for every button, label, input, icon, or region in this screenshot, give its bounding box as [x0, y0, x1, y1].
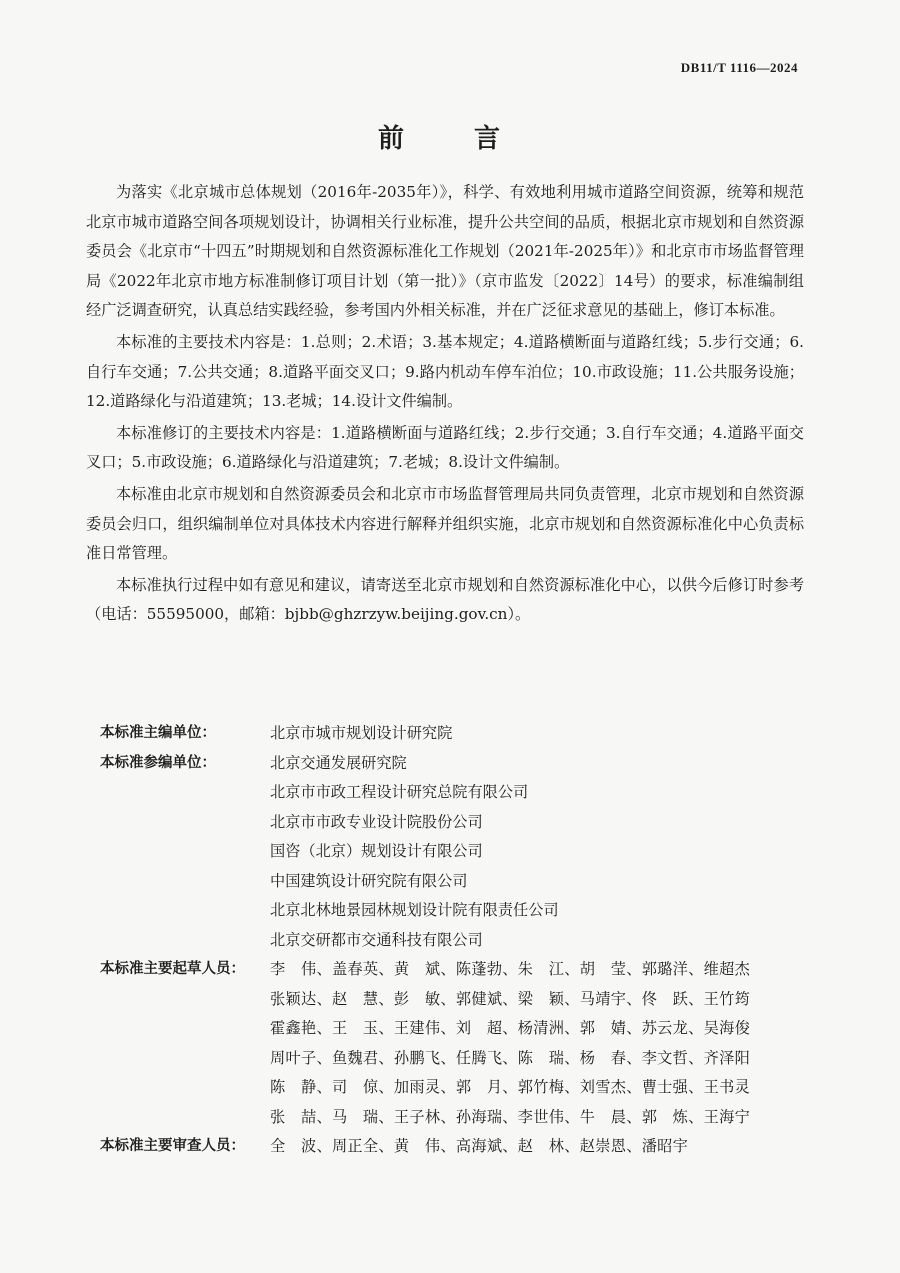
participating-unit: 北京交通发展研究院 — [270, 753, 407, 772]
reviewers-label: 本标准主要审查人员： — [100, 1138, 245, 1154]
paragraph: 本标准由北京市规划和自然资源委员会和北京市市场监督管理局共同负责管理，北京市规划和自然资源委员会归口，组织编制单位对具体技术内容进行解释并组织实施，北京市规划和自然资源标准化中心负责标准日常管理。 — [86, 484, 804, 563]
drafter-line: 周叶子、鱼魏君、孙鹏飞、任腾飞、陈 瑞、杨 春、李文哲、齐泽阳 — [270, 1048, 751, 1067]
drafter-line: 李 伟、盖春英、黄 斌、陈蓬勃、朱 江、胡 莹、郭璐洋、维超杰 — [270, 960, 751, 978]
participating-units-row — [100, 749, 820, 956]
participating-unit: 国咨（北京）规划设计有限公司 — [270, 842, 483, 860]
participating-unit: 北京市市政工程设计研究总院有限公司 — [270, 783, 529, 801]
credits-section — [100, 719, 820, 1162]
page-title: 前 言 — [377, 124, 522, 154]
reviewer-line: 全 波、周正全、黄 伟、高海斌、赵 林、赵崇恩、潘昭宇 — [270, 1137, 689, 1155]
participating-unit: 北京市市政专业设计院股份公司 — [270, 812, 483, 831]
participating-unit: 北京交研都市交通科技有限公司 — [270, 930, 483, 949]
participating-units-label: 本标准参编单位： — [100, 754, 216, 771]
paragraph: 本标准执行过程中如有意见和建议，请寄送至北京市规划和自然资源标准化中心，以供今后修订时参考（电话：55595000，邮箱：bjbb@ghzrzyw.beijing.gov.cn）。 — [86, 575, 804, 624]
paragraph: 本标准的主要技术内容是：1.总则；2.术语；3.基本规定；4.道路横断面与道路红线；5.步行交通；6.自行车交通；7.公共交通；8.道路平面交叉口；9.路内机动车停车泊位；10.市政设施；11.公共服务设施；12.道路绿化与沿道建筑；13.老城；14.设计文件编制。 — [86, 332, 804, 411]
reviewers-row — [100, 1132, 820, 1162]
foreword-body — [86, 178, 804, 632]
drafter-line: 霍鑫艳、王 玉、王建伟、刘 超、杨清洲、郭 婧、苏云龙、吴海俊 — [270, 1019, 751, 1037]
chief-unit-row — [100, 719, 820, 749]
standard-code: DB11/T 1116—2024 — [680, 60, 798, 75]
paragraph: 为落实《北京城市总体规划（2016年-2035年）》，科学、有效地利用城市道路空间资源，统筹和规范北京市城市道路空间各项规划设计，协调相关行业标准，提升公共空间的品质，根据北京市规划和自然资源委员会《北京市“十四五”时期规划和自然资源标准化工作规划（2021年-2025年）》和北京市市场监督管理局《2022年北京市地方标准制修订项目计划（第一批）》（京市监发〔2022〕14号）的要求，标准编制组经广泛调查研究，认真总结实践经验，参考国内外相关标准，并在广泛征求意见的基础上，修订本标准。 — [86, 183, 804, 320]
drafter-line: 陈 静、司 倞、加雨灵、郭 月、郭竹梅、刘雪杰、曹士强、王书灵 — [270, 1078, 751, 1096]
drafter-line: 张 喆、马 瑞、王子林、孙海瑞、李世伟、牛 晨、郭 炼、王海宁 — [270, 1107, 751, 1126]
drafters-label: 本标准主要起草人员： — [100, 961, 245, 977]
drafters-row — [100, 955, 820, 1132]
participating-unit: 北京北林地景园林规划设计院有限责任公司 — [270, 901, 559, 919]
chief-unit: 北京市城市规划设计研究院 — [270, 724, 453, 742]
chief-unit-label: 本标准主编单位： — [100, 725, 216, 741]
drafter-line: 张颖达、赵 慧、彭 敏、郭健斌、梁 颖、马靖宇、佟 跃、王竹筠 — [270, 989, 751, 1008]
paragraph: 本标准修订的主要技术内容是：1.道路横断面与道路红线；2.步行交通；3.自行车交通；4.道路平面交叉口；5.市政设施；6.道路绿化与沿道建筑；7.老城；8.设计文件编制。 — [86, 423, 804, 472]
participating-unit: 中国建筑设计研究院有限公司 — [270, 871, 468, 890]
